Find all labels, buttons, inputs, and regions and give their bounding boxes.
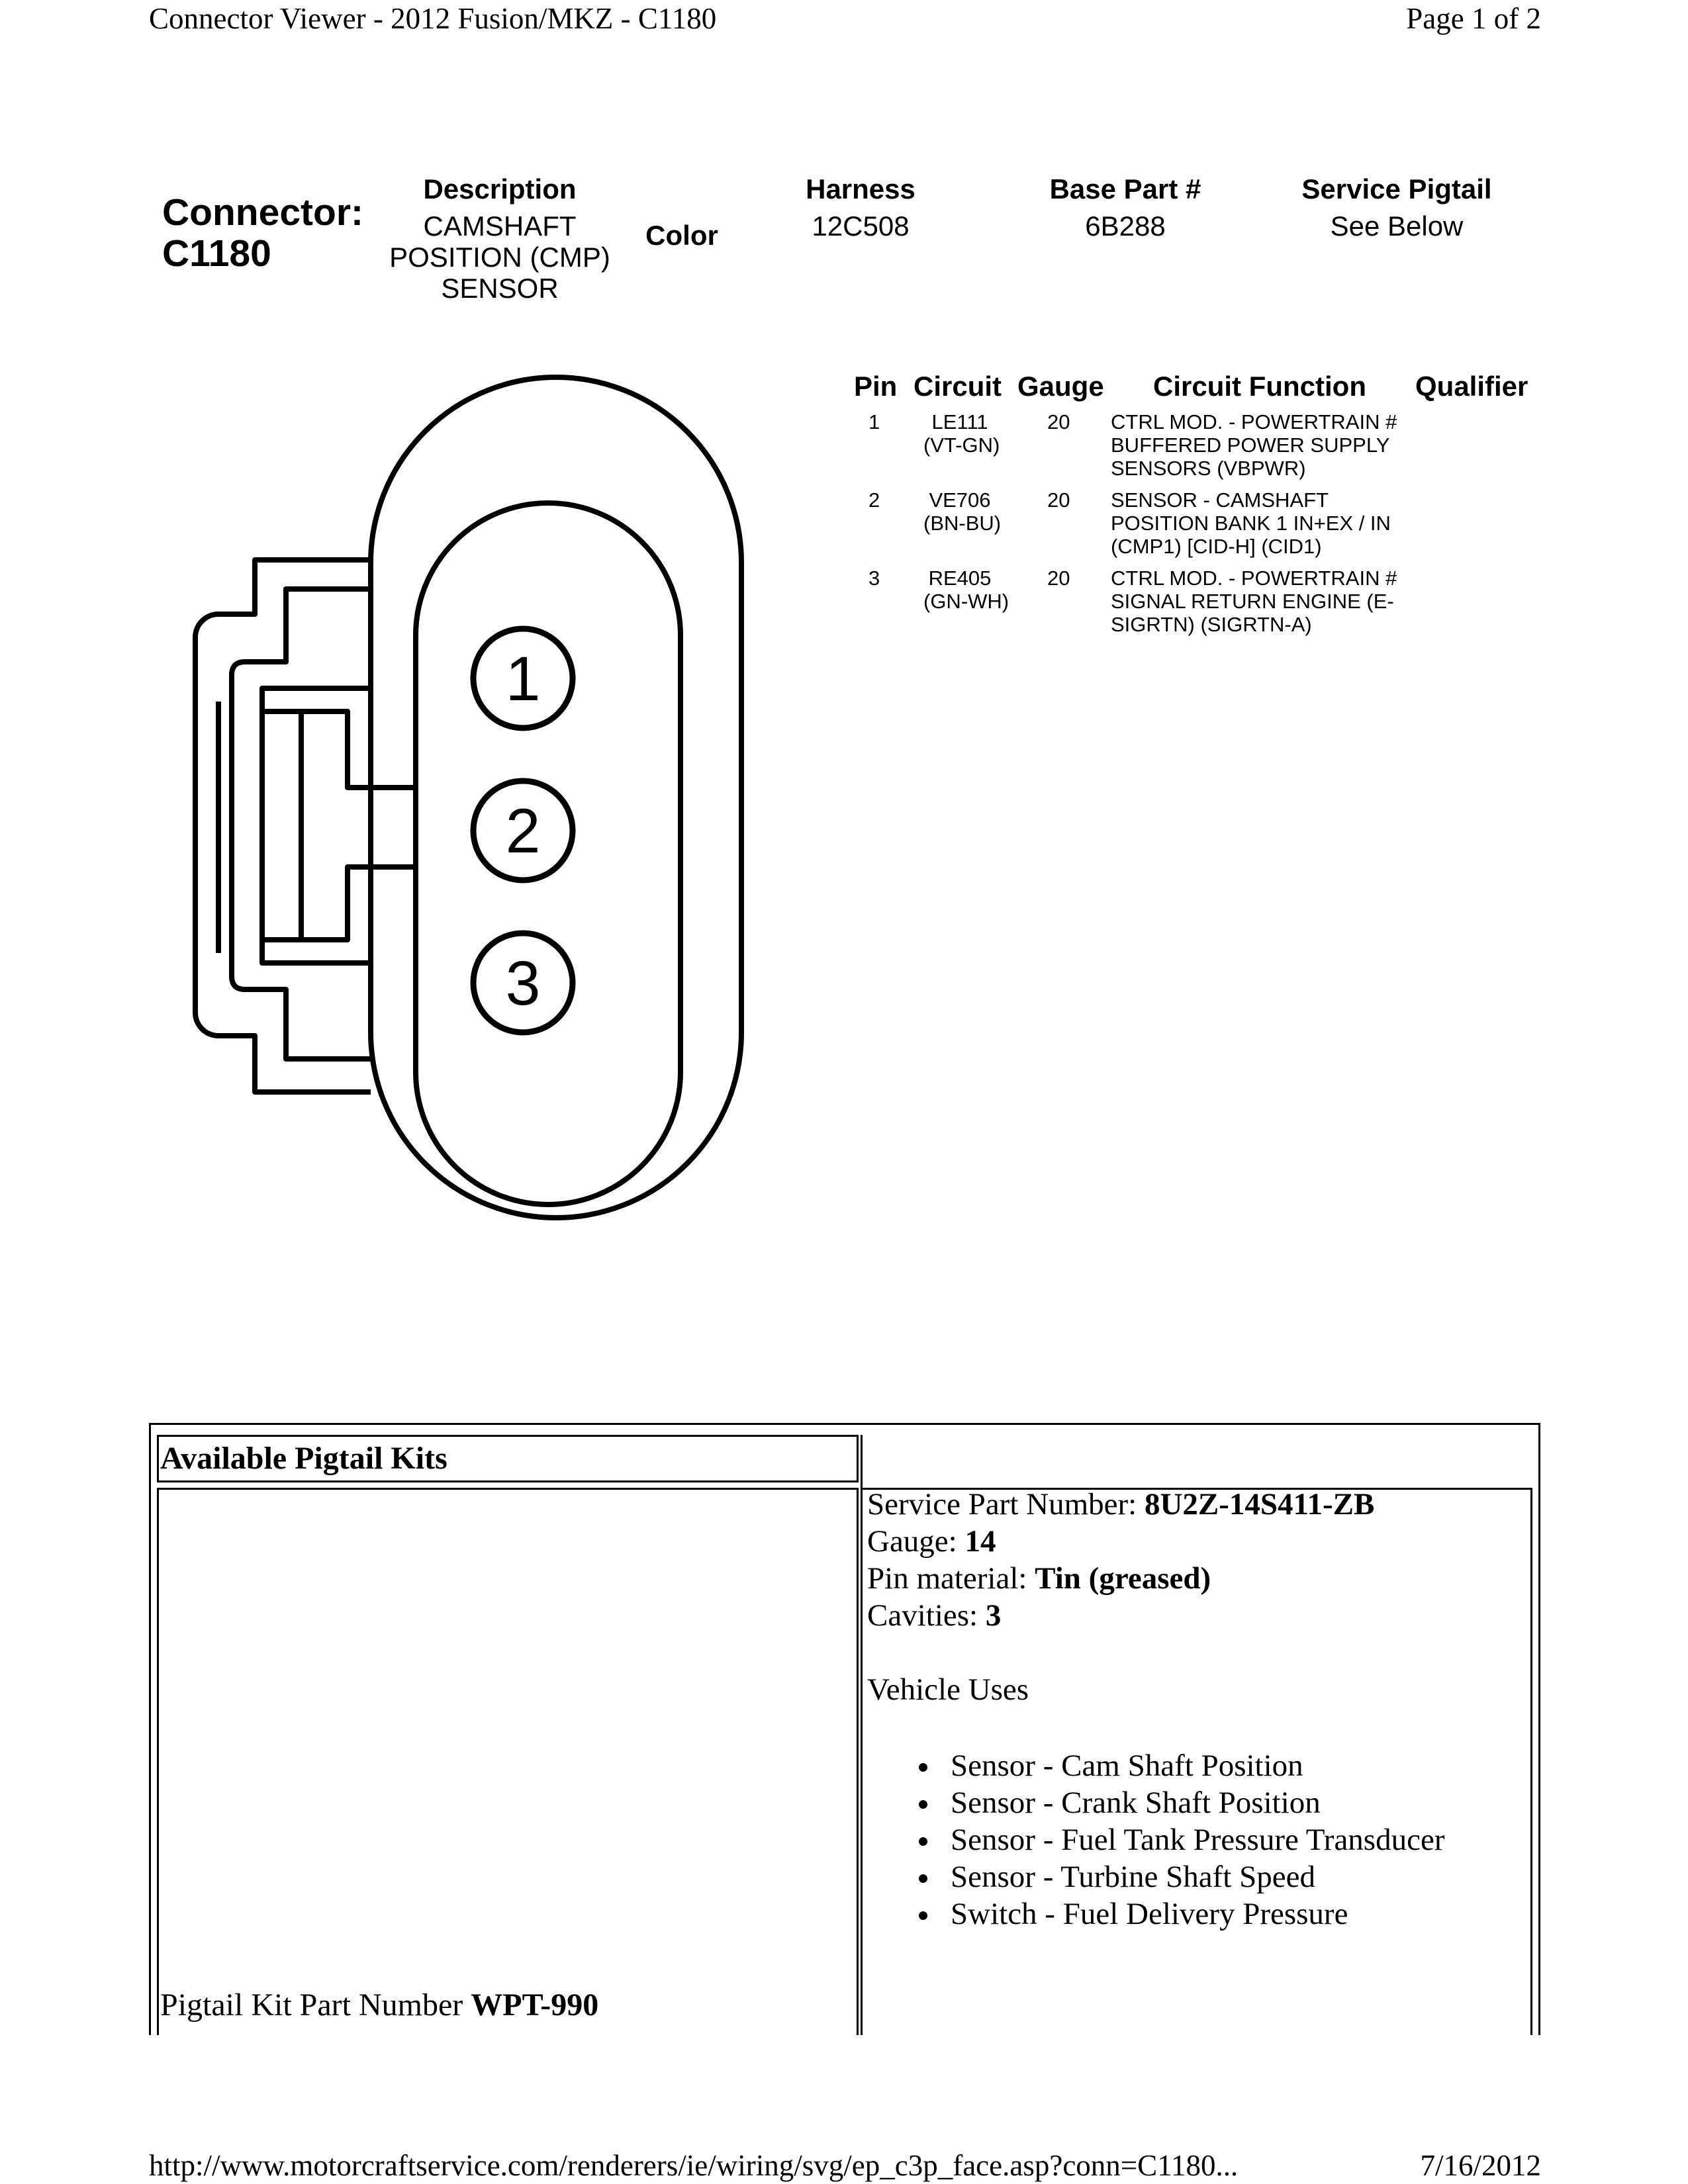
- gauge-value: 14: [964, 1524, 996, 1559]
- pin-material-value: Tin (greased): [1035, 1561, 1211, 1596]
- function-line: SENSORS (VBPWR): [1111, 457, 1306, 480]
- function-line: SIGRTN) (SIGRTN-A): [1111, 613, 1312, 636]
- kit-value: WPT-990: [471, 1987, 599, 2023]
- description-header: Description: [423, 173, 577, 205]
- cavities-value: 3: [985, 1598, 1002, 1633]
- connector-label-line1: Connector:: [162, 191, 363, 234]
- qualifier-column-header: Qualifier: [1415, 371, 1528, 402]
- right-cell-right: [1530, 1488, 1532, 2035]
- vehicle-uses-list: [914, 1747, 1444, 1933]
- gauge-label: Gauge:: [867, 1524, 965, 1559]
- box-left-border: [149, 1423, 151, 2035]
- pin-material-label: Pin material:: [867, 1561, 1035, 1596]
- box-top-border: [149, 1423, 1540, 1425]
- pigtail-section-title: Available Pigtail Kits: [160, 1441, 447, 1476]
- footer-url[interactable]: http://www.motorcraftservice.com/renderers/ie/wiring/svg/ep_c3p_face.asp?conn=C1180...: [149, 2149, 1239, 2182]
- title-cell-right: [857, 1435, 859, 1482]
- function-line: (CMP1) [CID-H] (CID1): [1111, 535, 1322, 558]
- list-item: Sensor - Cam Shaft Position: [914, 1747, 1444, 1784]
- pin-1-label: 1: [505, 644, 541, 714]
- description-line: CAMSHAFT: [423, 210, 577, 242]
- service-part-row: [867, 1486, 1374, 1523]
- title-cell-bottom: [157, 1480, 859, 1482]
- gauge-row: [867, 1523, 1374, 1560]
- cavities-label: Cavities:: [867, 1598, 986, 1633]
- pin-column-header: Pin: [854, 371, 898, 402]
- gauge-value: 20: [1047, 410, 1070, 433]
- function-line: CTRL MOD. - POWERTRAIN #: [1111, 567, 1397, 590]
- footer-date: 7/16/2012: [1420, 2149, 1541, 2182]
- title-cell-top: [157, 1435, 859, 1437]
- page-number: Page 1 of 2: [1406, 2, 1541, 35]
- list-item: Sensor - Crank Shaft Position: [914, 1784, 1444, 1821]
- pin-material-row: [867, 1560, 1374, 1597]
- list-item: Sensor - Turbine Shaft Speed: [914, 1858, 1444, 1895]
- kit-label: Pigtail Kit Part Number: [160, 1987, 471, 2023]
- left-cell-top: [157, 1488, 859, 1490]
- circuit-name: RE405: [928, 567, 992, 590]
- gauge-value: 20: [1047, 488, 1070, 512]
- pin-2-label: 2: [505, 796, 541, 866]
- service-pigtail-header: Service Pigtail: [1301, 173, 1492, 205]
- harness-header: Harness: [806, 173, 915, 205]
- wire-color: (VT-GN): [923, 433, 1000, 457]
- left-cell-left: [157, 1488, 159, 2035]
- latch-tab-inner-lower: [262, 867, 416, 940]
- service-part-label: Service Part Number:: [867, 1487, 1145, 1522]
- title-cell-left: [157, 1435, 159, 1482]
- service-pigtail-value: See Below: [1330, 210, 1464, 242]
- latch-tab-outline: [262, 688, 371, 963]
- function-column-header: Circuit Function: [1153, 371, 1366, 402]
- gauge-column-header: Gauge: [1017, 371, 1104, 402]
- description-line: POSITION (CMP): [389, 242, 610, 273]
- wire-color: (GN-WH): [923, 590, 1009, 613]
- latch-outline: [195, 560, 371, 1092]
- circuit-name: VE706: [929, 488, 991, 512]
- description-line: SENSOR: [441, 273, 559, 304]
- right-cell-divider: [861, 1435, 863, 2035]
- cavities-row: [867, 1597, 1374, 1634]
- pin-number: 2: [868, 488, 880, 512]
- function-line: POSITION BANK 1 IN+EX / IN: [1111, 512, 1391, 535]
- pigtail-kit-part-number: [160, 1987, 598, 2023]
- circuit-column-header: Circuit: [914, 371, 1002, 402]
- color-header: Color: [645, 220, 718, 251]
- wire-color: (BN-BU): [923, 512, 1002, 535]
- base-part-header: Base Part #: [1049, 173, 1201, 205]
- list-item: Switch - Fuel Delivery Pressure: [914, 1895, 1444, 1933]
- list-item: Sensor - Fuel Tank Pressure Transducer: [914, 1821, 1444, 1858]
- base-part-value: 6B288: [1085, 210, 1166, 242]
- document-title: Connector Viewer - 2012 Fusion/MKZ - C1180: [149, 2, 717, 35]
- pin-3-label: 3: [505, 948, 541, 1019]
- gauge-value: 20: [1047, 567, 1070, 590]
- pin-number: 1: [868, 410, 880, 433]
- latch-tab-inner: [262, 711, 416, 788]
- connector-id: C1180: [162, 232, 271, 275]
- function-line: SENSOR - CAMSHAFT: [1111, 488, 1329, 512]
- vehicle-uses-heading: Vehicle Uses: [867, 1672, 1029, 1707]
- circuit-name: LE111: [931, 410, 988, 433]
- left-cell-right: [857, 1488, 859, 2035]
- function-line: BUFFERED POWER SUPPLY: [1111, 433, 1390, 457]
- pigtail-details: [867, 1486, 1374, 1708]
- service-part-number: 8U2Z-14S411-ZB: [1144, 1487, 1375, 1522]
- harness-value: 12C508: [812, 210, 910, 242]
- function-line: CTRL MOD. - POWERTRAIN #: [1111, 410, 1397, 433]
- pin-number: 3: [868, 567, 880, 590]
- box-right-border: [1538, 1423, 1540, 2035]
- function-line: SIGNAL RETURN ENGINE (E-: [1111, 590, 1394, 613]
